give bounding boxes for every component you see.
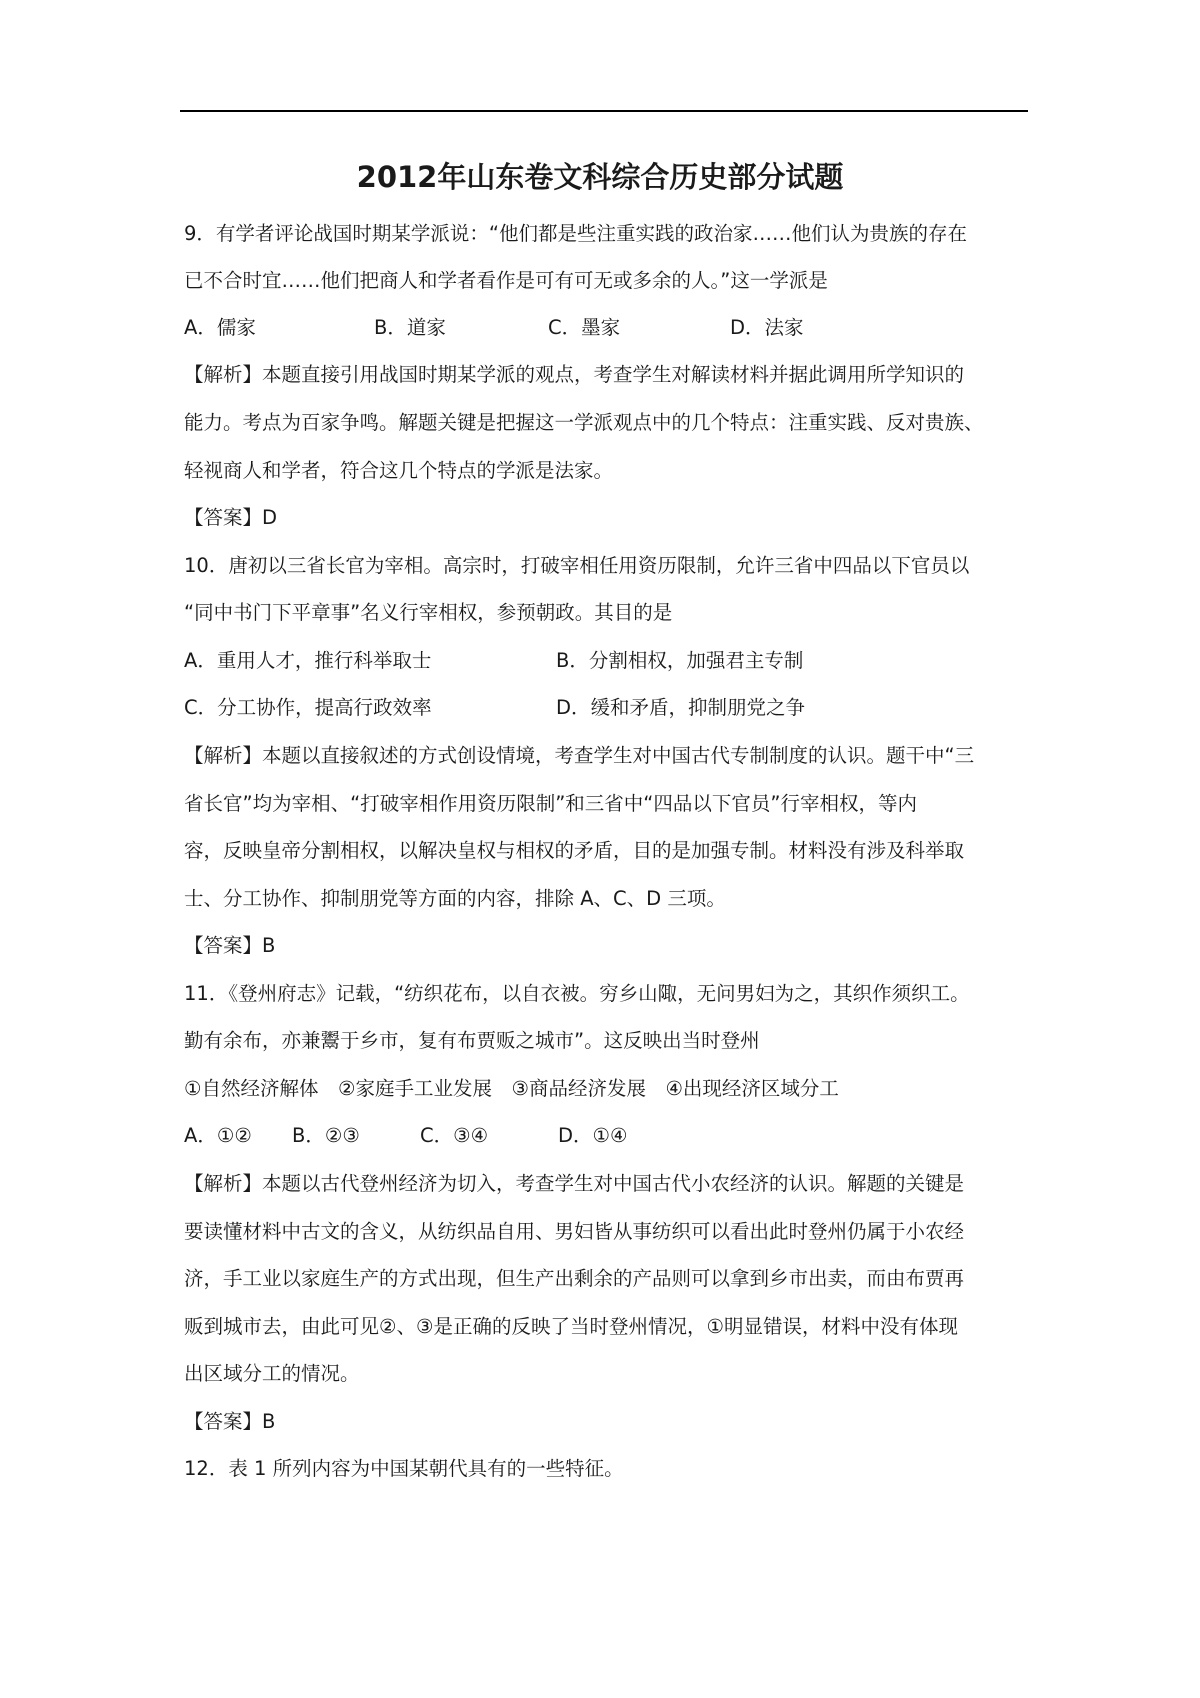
q10-option-d: D．缓和矛盾，抑制朋党之争 (556, 696, 806, 719)
q9-option-a: A．儒家 (184, 316, 256, 339)
q10-analysis-line-2: 省长官”均为宰相、“打破宰相作用资历限制”和三省中“四品以下官员”行宰相权，等内 (184, 792, 918, 815)
q11-answer: 【答案】B (184, 1410, 276, 1433)
q9-analysis-line-1: 【解析】本题直接引用战国时期某学派的观点，考查学生对解读材料并据此调用所学知识的 (184, 363, 965, 386)
q9-analysis-line-3: 轻视商人和学者，符合这几个特点的学派是法家。 (184, 459, 614, 482)
q11-choices: ①自然经济解体 ②家庭手工业发展 ③商品经济发展 ④出现经济区域分工 (184, 1077, 839, 1100)
q10-option-a: A．重用人才，推行科举取士 (184, 649, 432, 672)
q10-analysis-line-4: 士、分工协作、抑制朋党等方面的内容，排除 A、C、D 三项。 (184, 887, 726, 910)
q10-analysis-line-1: 【解析】本题以直接叙述的方式创设情境，考查学生对中国古代专制制度的认识。题干中“三 (184, 744, 975, 767)
q11-option-b: B．②③ (292, 1124, 360, 1147)
q11-stem-line-2: 勤有余布，亦兼鬻于乡市，复有布贾贩之城市”。这反映出当时登州 (184, 1029, 760, 1052)
q9-option-c: C．墨家 (548, 316, 621, 339)
q9-option-b: B．道家 (374, 316, 446, 339)
q9-option-d: D．法家 (730, 316, 804, 339)
q11-option-d: D．①④ (558, 1124, 628, 1147)
q11-analysis-line-1: 【解析】本题以古代登州经济为切入，考查学生对中国古代小农经济的认识。解题的关键是 (184, 1172, 965, 1195)
q11-analysis-line-4: 贩到城市去，由此可见②、③是正确的反映了当时登州情况，①明显错误，材料中没有体现 (184, 1315, 958, 1338)
q10-analysis-line-3: 容，反映皇帝分割相权，以解决皇权与相权的矛盾，目的是加强专制。材料没有涉及科举取 (184, 839, 965, 862)
q11-analysis-line-5: 出区域分工的情况。 (184, 1362, 360, 1385)
q10-option-c: C．分工协作，提高行政效率 (184, 696, 432, 719)
q10-answer: 【答案】B (184, 934, 276, 957)
q10-stem-line-2: “同中书门下平章事”名义行宰相权，参预朝政。其目的是 (184, 601, 673, 624)
q10-option-b: B．分割相权，加强君主专制 (556, 649, 804, 672)
q12-stem-line-1: 12．表 1 所列内容为中国某朝代具有的一些特征。 (184, 1457, 624, 1480)
q9-stem-line-2: 已不合时宜……他们把商人和学者看作是可有可无或多余的人。”这一学派是 (184, 269, 828, 292)
q11-option-c: C．③④ (420, 1124, 489, 1147)
header-rule (180, 110, 1028, 112)
q10-stem-line-1: 10．唐初以三省长官为宰相。高宗时，打破宰相任用资历限制，允许三省中四品以下官员以 (184, 554, 970, 577)
q11-analysis-line-2: 要读懂材料中古文的含义，从纺织品自用、男妇皆从事纺织可以看出此时登州仍属于小农经 (184, 1220, 965, 1243)
q11-option-a: A．①② (184, 1124, 252, 1147)
q11-analysis-line-3: 济，手工业以家庭生产的方式出现，但生产出剩余的产品则可以拿到乡市出卖，而由布贾再 (184, 1267, 965, 1290)
q9-answer: 【答案】D (184, 506, 278, 529)
q9-analysis-line-2: 能力。考点为百家争鸣。解题关键是把握这一学派观点中的几个特点：注重实践、反对贵族、 (184, 411, 984, 434)
page-title: 2012年山东卷文科综合历史部分试题 (356, 160, 844, 194)
q9-stem-line-1: 9．有学者评论战国时期某学派说：“他们都是些注重实践的政治家……他们认为贵族的存在 (184, 222, 968, 245)
q11-stem-line-1: 11．《登州府志》记载，“纺织花布，以自衣被。穷乡山陬，无问男妇为之，其织作须织工。 (184, 982, 970, 1005)
